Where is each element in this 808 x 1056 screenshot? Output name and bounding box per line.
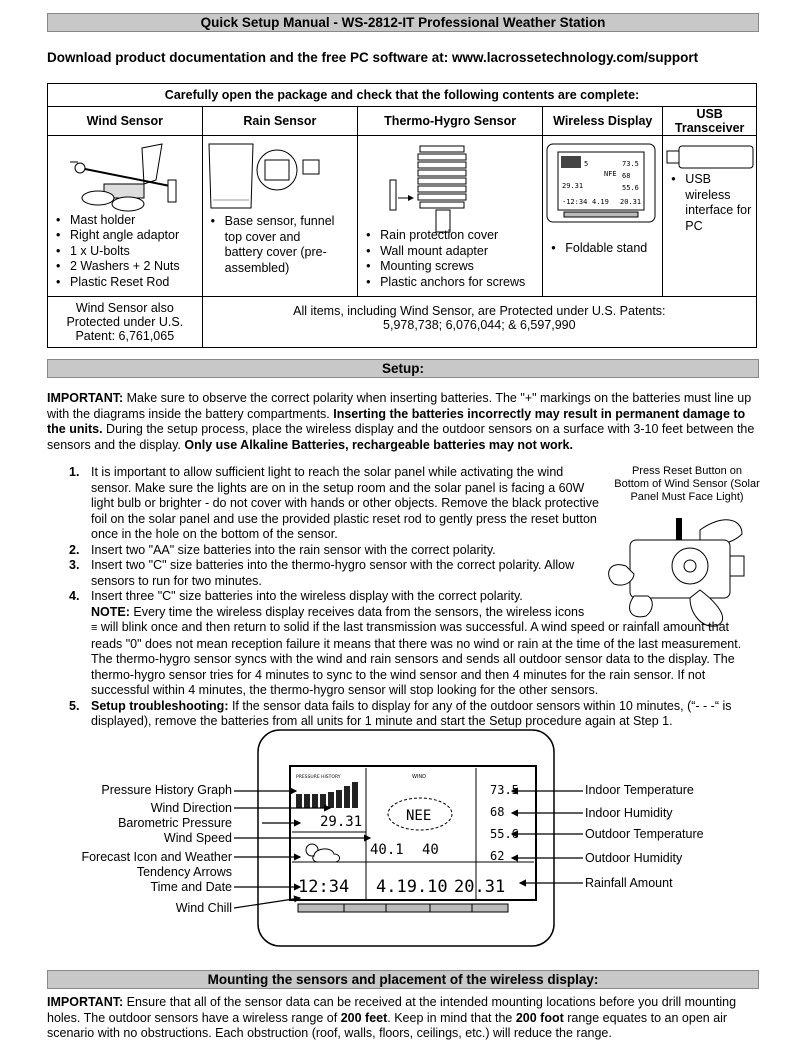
lcd-pressure: 29.31 <box>320 814 363 830</box>
step-text: Insert two "C" size batteries into the thermo-hygro sensor with the correct polarity. Allow sensors to run for two minutes. <box>91 558 575 588</box>
label-forecast-icon: Forecast Icon and Weather <box>81 850 232 864</box>
step-text: Insert three "C" size batteries into the wireless display with the correct polarity. <box>91 589 523 603</box>
important-text-2: During the setup process, place the wireless display and the outdoor sensors on a surface with 3-10 feet between the sensors and the display. <box>47 422 755 452</box>
step-2 <box>47 543 601 559</box>
download-line: Download product documentation and the free PC software at: www.lacrossetechnology.com/support <box>47 50 699 65</box>
list-item: • Right angle adaptor <box>70 228 180 244</box>
label-tendency-arrows: Tendency Arrows <box>136 865 232 879</box>
wireless-display-items <box>549 241 647 257</box>
step-number: 4. <box>69 589 80 603</box>
label-wind-speed: Wind Speed <box>163 831 232 845</box>
label-rainfall-amount: Rainfall Amount <box>585 876 673 890</box>
svg-text:29.31: 29.31 <box>562 182 584 190</box>
label-indoor-humidity: Indoor Humidity <box>585 806 673 820</box>
list-item: • 1 x U-bolts <box>70 244 180 260</box>
mounting-bold-2: 200 foot <box>515 1010 564 1025</box>
mounting-important-label: IMPORTANT: <box>47 995 124 1009</box>
mounting-paragraph <box>47 995 759 1042</box>
lcd-wind-direction: NEE <box>406 808 432 824</box>
setup-steps <box>47 465 759 730</box>
list-item: • 2 Washers + 2 Nuts <box>70 259 180 275</box>
contents-table <box>47 83 757 348</box>
step-4 <box>47 589 759 699</box>
patent-right <box>202 297 756 348</box>
col-rain-sensor: Rain Sensor <box>202 107 357 136</box>
list-item: • Mounting screws <box>380 259 525 275</box>
mounting-text-2: . Keep in mind that the <box>387 1010 516 1025</box>
thermo-hygro-illustration <box>360 140 540 240</box>
label-indoor-temperature: Indoor Temperature <box>585 783 694 797</box>
note-label: NOTE: <box>91 604 130 619</box>
list-item: • Plastic Reset Rod <box>70 275 180 291</box>
step-text: It is important to allow sufficient light to reach the solar panel while activating the wind sensor. Make sure the lights are on in the setup room and the solar panel is facing a 60W light bulb or brighter - do not cover with hands or other objects. Remove the black protective foil on the solar panel and use the provided plastic reset rod to gently press the reset button once in the hole on the bottom of the sensor. <box>91 465 599 541</box>
mounting-text-3: range equates to an open air scenario with no obstructions. Each obstruction (roof, walls, floors, ceilings, etc.) will reduce the range. <box>47 1010 728 1040</box>
thermo-hygro-items <box>364 228 525 290</box>
step-label: Setup troubleshooting: <box>91 698 229 713</box>
lcd-rain: 20.31 <box>454 877 506 897</box>
label-outdoor-humidity: Outdoor Humidity <box>585 851 683 865</box>
wind-sensor-cell <box>48 136 203 297</box>
label-barometric-pressure: Barometric Pressure <box>118 816 232 830</box>
patent-left: Wind Sensor also Protected under U.S. Patent: 6,761,065 <box>48 297 203 348</box>
step-5 <box>47 699 759 730</box>
lcd-wind-speed: 40.1 <box>370 842 404 858</box>
label-wind-direction: Wind Direction <box>150 801 232 815</box>
wireless-display-illustration <box>544 142 662 228</box>
lcd-outdoor-temp: 55.6 <box>490 827 519 841</box>
list-item: • Foldable stand <box>565 241 647 257</box>
contents-header: Carefully open the package and check that the following contents are complete: <box>48 84 757 107</box>
note-text-b: will blink once and then return to solid if the last transmission was successful. A wind speed or rainfall amount that reads "0" does not mean reception failure it means that there was no wind or rain at the time of the last measurement. The thermo-hygro sensor syncs with the wind and rain sensors and sends all outdoor sensor data to the display. The thermo-hygro sensor tries for 4 minutes to sync to the wind sensor and then 4 minutes for the rain sensor. If not successful within 4 minutes, the thermo-hygro sensor will stop looking for the other sensors. <box>91 620 742 697</box>
setup-heading: Setup: <box>47 359 759 378</box>
label-time-date: Time and Date <box>150 880 232 894</box>
rain-sensor-items <box>209 214 335 276</box>
svg-text:73.5: 73.5 <box>622 160 640 168</box>
wireless-display-cell <box>543 136 663 297</box>
usb-transceiver-cell <box>663 136 757 297</box>
svg-text:NFE: NFE <box>604 170 617 178</box>
list-item: • Mast holder <box>70 213 180 229</box>
list-item: • Wall mount adapter <box>380 244 525 260</box>
col-wind-sensor: Wind Sensor <box>48 107 203 136</box>
step-number: 3. <box>69 558 80 572</box>
lcd-indoor-temp: 73.5 <box>490 783 519 797</box>
svg-text:WIND: WIND <box>412 774 427 780</box>
setup-important-paragraph <box>47 391 759 453</box>
mounting-heading: Mounting the sensors and placement of the wireless display: <box>47 970 759 989</box>
col-wireless-display: Wireless Display <box>543 107 663 136</box>
svg-text:55.6: 55.6 <box>622 184 640 192</box>
lcd-wind-arrow-value: 40 <box>422 842 439 858</box>
mounting-text-1: Ensure that all of the sensor data can be received at the intended mounting locations before you drill mounting holes. The outdoor sensors have a wireless range of <box>47 995 737 1025</box>
lcd-date: 4.19.10 <box>376 877 448 897</box>
svg-text:PRESSURE HISTORY: PRESSURE HISTORY <box>296 775 341 780</box>
svg-text:68: 68 <box>622 172 631 180</box>
note-text-a: Every time the wireless display receives data from the sensors, the wireless icons <box>129 604 585 619</box>
important-bold-1: Inserting the batteries incorrectly may result in permanent damage to the units. <box>47 406 746 436</box>
mounting-bold-1: 200 feet <box>340 1010 388 1025</box>
col-usb-transceiver: USB Transceiver <box>663 107 757 136</box>
important-label: IMPORTANT: <box>47 391 124 405</box>
step-number: 5. <box>69 698 80 713</box>
step-text: Insert two "AA" size batteries into the rain sensor with the correct polarity. <box>91 542 496 557</box>
lcd-indoor-humidity: 68 <box>490 805 505 819</box>
lcd-time: 12:34 <box>298 877 350 897</box>
lcd-outdoor-humidity: 62 <box>490 849 505 863</box>
wind-sensor-illustration <box>50 140 200 220</box>
list-item: • Plastic anchors for screws <box>380 275 525 291</box>
patent-right-line2: 5,978,738; 6,076,044; & 6,597,990 <box>383 318 576 332</box>
step-text: If the sensor data fails to display for any of the outdoor sensors within 10 minutes, (“- - -“ is displayed), remove the batteries from all units for 1 minute and start the Setup procedure again at Step 1. <box>91 698 732 728</box>
thermo-hygro-cell <box>358 136 543 297</box>
list-item: • USB wireless interface for PC <box>685 172 757 234</box>
step-number: 1. <box>69 465 80 479</box>
patent-right-line1: All items, including Wind Sensor, are Protected under U.S. Patents: <box>293 304 666 318</box>
svg-text:20.31: 20.31 <box>620 198 642 206</box>
svg-text:-12:34: -12:34 <box>562 198 588 206</box>
label-pressure-history: Pressure History Graph <box>101 783 232 797</box>
rain-sensor-cell <box>202 136 357 297</box>
list-item: • Rain protection cover <box>380 228 525 244</box>
svg-text:5: 5 <box>584 160 589 168</box>
step-3 <box>47 558 601 589</box>
step-number: 2. <box>69 542 80 557</box>
svg-text:4.19: 4.19 <box>592 198 610 206</box>
col-thermo-hygro: Thermo-Hygro Sensor <box>358 107 543 136</box>
label-wind-chill: Wind Chill <box>175 901 232 915</box>
list-item: • Base sensor, funnel top cover and battery cover (pre-assembled) <box>225 214 335 276</box>
display-diagram <box>236 726 576 952</box>
rain-sensor-illustration <box>205 142 355 218</box>
wireless-icon: ≡ <box>91 622 98 634</box>
wind-sensor-items <box>54 213 180 291</box>
manual-title: Quick Setup Manual - WS-2812-IT Professional Weather Station <box>47 13 759 32</box>
usb-transceiver-items <box>669 172 757 234</box>
step-1 <box>47 465 601 543</box>
label-outdoor-temperature: Outdoor Temperature <box>585 827 704 841</box>
reset-caption: Press Reset Button on Bottom of Wind Sensor (Solar Panel Must Face Light) <box>614 465 760 503</box>
important-text-1: Make sure to observe the correct polarity when inserting batteries. The "+" markings on the batteries must line up with the diagrams inside the battery compartments. <box>47 391 752 421</box>
important-bold-2: Only use Alkaline Batteries, rechargeable batteries may not work. <box>184 437 573 452</box>
